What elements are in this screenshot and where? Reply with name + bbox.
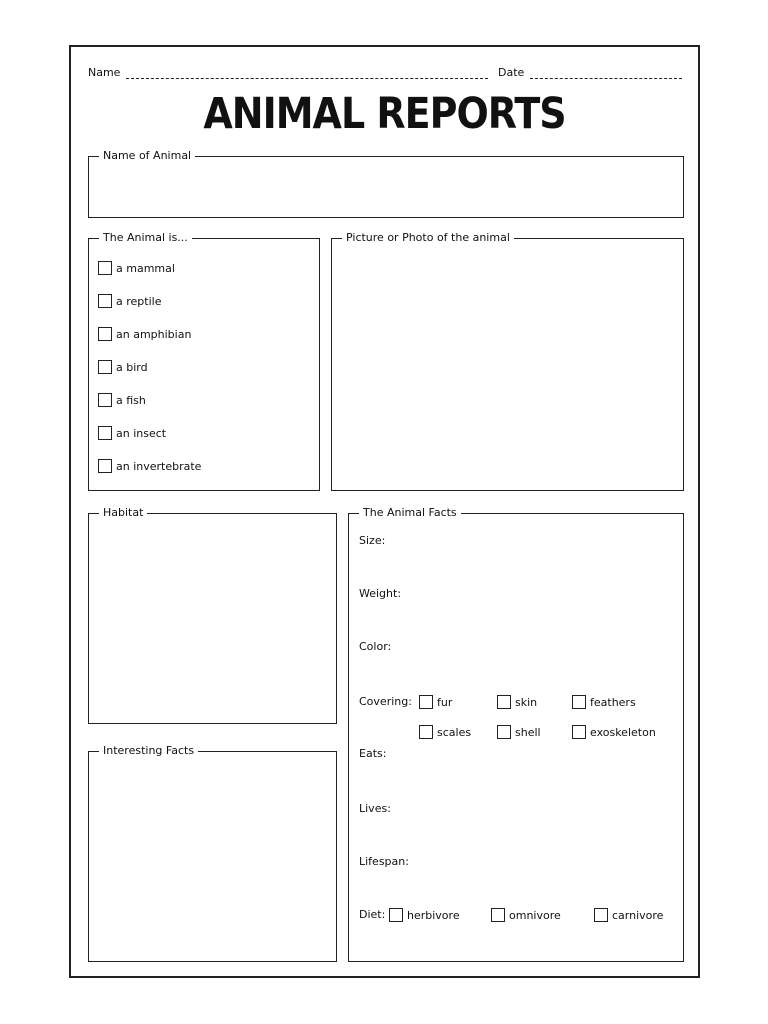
covering-label: Covering:: [359, 695, 412, 708]
checkbox[interactable]: [594, 908, 608, 922]
name-label: Name: [88, 66, 121, 79]
picture-label: Picture or Photo of the animal: [342, 230, 514, 246]
covering-option-skin[interactable]: skin: [497, 695, 537, 709]
diet-option-carnivore[interactable]: carnivore: [594, 908, 663, 922]
checkbox[interactable]: [98, 360, 112, 374]
interesting-facts-box[interactable]: [88, 744, 337, 962]
checkbox[interactable]: [98, 327, 112, 341]
animal-type-option[interactable]: an insect: [98, 426, 166, 440]
checkbox[interactable]: [572, 725, 586, 739]
animal-type-option[interactable]: a reptile: [98, 294, 161, 308]
animal-type-label: The Animal is...: [99, 230, 192, 246]
checkbox[interactable]: [419, 725, 433, 739]
animal-facts-box: [348, 506, 684, 962]
checkbox[interactable]: [98, 459, 112, 473]
covering-option-shell[interactable]: shell: [497, 725, 541, 739]
checkbox[interactable]: [419, 695, 433, 709]
habitat-box[interactable]: [88, 506, 337, 724]
size-label: Size:: [359, 534, 386, 547]
checkbox[interactable]: [98, 426, 112, 440]
picture-box[interactable]: [331, 231, 684, 491]
name-of-animal-label: Name of Animal: [99, 148, 195, 164]
checkbox[interactable]: [497, 725, 511, 739]
covering-option-fur[interactable]: fur: [419, 695, 452, 709]
animal-type-option[interactable]: a bird: [98, 360, 148, 374]
animal-type-option[interactable]: a mammal: [98, 261, 175, 275]
interesting-facts-label: Interesting Facts: [99, 743, 198, 759]
lifespan-label: Lifespan:: [359, 855, 409, 868]
checkbox[interactable]: [98, 261, 112, 275]
animal-type-option[interactable]: an amphibian: [98, 327, 191, 341]
checkbox[interactable]: [98, 393, 112, 407]
eats-label: Eats:: [359, 747, 387, 760]
animal-facts-label: The Animal Facts: [359, 505, 461, 521]
name-field: [88, 66, 488, 79]
name-line[interactable]: [126, 69, 488, 79]
checkbox[interactable]: [572, 695, 586, 709]
worksheet: [69, 45, 700, 978]
date-field: [498, 66, 682, 79]
covering-option-exoskeleton[interactable]: exoskeleton: [572, 725, 656, 739]
name-of-animal-box[interactable]: [88, 149, 684, 218]
color-label: Color:: [359, 640, 392, 653]
checkbox[interactable]: [389, 908, 403, 922]
date-line[interactable]: [530, 69, 682, 79]
covering-option-feathers[interactable]: feathers: [572, 695, 636, 709]
habitat-label: Habitat: [99, 505, 147, 521]
checkbox[interactable]: [491, 908, 505, 922]
checkbox[interactable]: [497, 695, 511, 709]
lives-label: Lives:: [359, 802, 391, 815]
covering-option-scales[interactable]: scales: [419, 725, 471, 739]
animal-type-box: [88, 231, 320, 491]
diet-option-herbivore[interactable]: herbivore: [389, 908, 460, 922]
weight-label: Weight:: [359, 587, 402, 600]
animal-type-option[interactable]: an invertebrate: [98, 459, 201, 473]
diet-option-omnivore[interactable]: omnivore: [491, 908, 561, 922]
checkbox[interactable]: [98, 294, 112, 308]
page-title: ANIMAL REPORTS: [203, 89, 566, 139]
animal-type-option[interactable]: a fish: [98, 393, 146, 407]
diet-label: Diet:: [359, 908, 386, 921]
date-label: Date: [498, 66, 525, 79]
